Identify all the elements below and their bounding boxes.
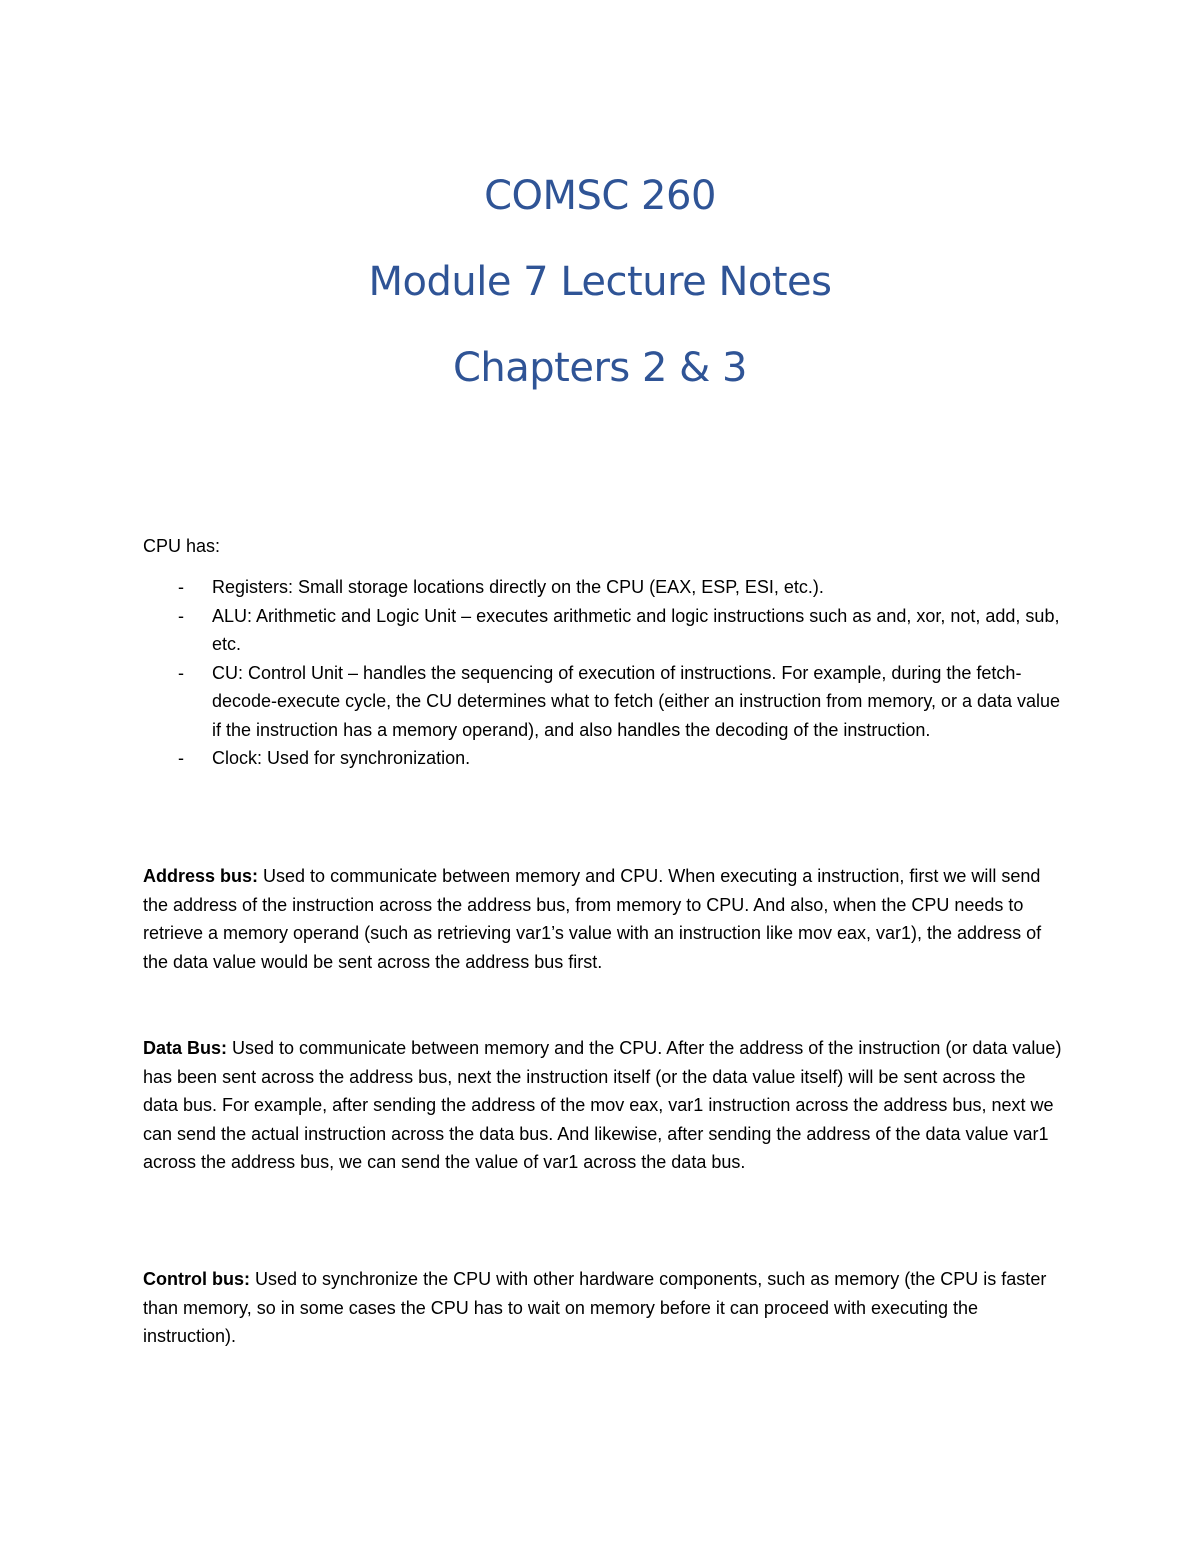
list-item-text: CU: Control Unit – handles the sequencing of execution of instructions. For example, during the fetch-decode-execute cycle, the CU determines what to fetch (either an instruction from memory, or a data value if the instruction has a memory operand), and also handles the decoding of the instruction. bbox=[212, 662, 1061, 740]
data-bus-term: Data Bus: bbox=[143, 1038, 228, 1058]
module-title: Module 7 Lecture Notes bbox=[368, 259, 832, 305]
bullet-dash: - bbox=[178, 577, 184, 597]
list-item-registers bbox=[143, 573, 1073, 602]
data-bus-paragraph bbox=[143, 1034, 1063, 1177]
list-item-clock bbox=[143, 744, 1073, 773]
chapters-title: Chapters 2 & 3 bbox=[453, 345, 747, 391]
course-title: COMSC 260 bbox=[484, 173, 716, 219]
bullet-dash: - bbox=[178, 605, 184, 626]
cpu-intro: CPU has: bbox=[143, 536, 221, 556]
list-item-cu bbox=[143, 659, 1073, 745]
data-bus-text: Used to communicate between memory and the CPU. After the address of the instruction (or data value) has been sent across the address bus, next the instruction itself (or the data value itself) will be sent across the data bus. For example, after sending the address of the mov eax, var1 instruction across the address bus, next we can send the actual instruction across the data bus. And likewise, after sending the address of the data value var1 across the address bus, we can send the value of var1 across the data bus. bbox=[143, 1038, 1062, 1172]
title-block bbox=[0, 168, 1200, 426]
control-bus-paragraph bbox=[143, 1265, 1063, 1351]
list-item-text: Clock: Used for synchronization. bbox=[212, 748, 471, 768]
address-bus-term: Address bus: bbox=[143, 866, 259, 886]
bullet-dash: - bbox=[178, 662, 184, 683]
list-item-text: ALU: Arithmetic and Logic Unit – executes arithmetic and logic instructions such as and, xor, not, add, sub, etc. bbox=[212, 605, 1060, 654]
list-item-alu bbox=[143, 602, 1073, 659]
control-bus-text: Used to synchronize the CPU with other hardware components, such as memory (the CPU is faster than memory, so in some cases the CPU has to wait on memory before it can proceed with executing the instruction). bbox=[143, 1269, 1047, 1346]
address-bus-paragraph bbox=[143, 862, 1063, 976]
address-bus-text: Used to communicate between memory and CPU. When executing a instruction, first we will send the address of the instruction across the address bus, from memory to CPU. And also, when the CPU needs to retrieve a memory operand (such as retrieving var1’s value with an instruction like mov eax, var1), the address of the data value would be sent across the address bus first. bbox=[143, 866, 1042, 972]
cpu-components-list bbox=[143, 573, 1073, 773]
list-item-text: Registers: Small storage locations directly on the CPU (EAX, ESP, ESI, etc.). bbox=[212, 577, 824, 597]
bullet-dash: - bbox=[178, 748, 184, 768]
control-bus-term: Control bus: bbox=[143, 1269, 250, 1289]
